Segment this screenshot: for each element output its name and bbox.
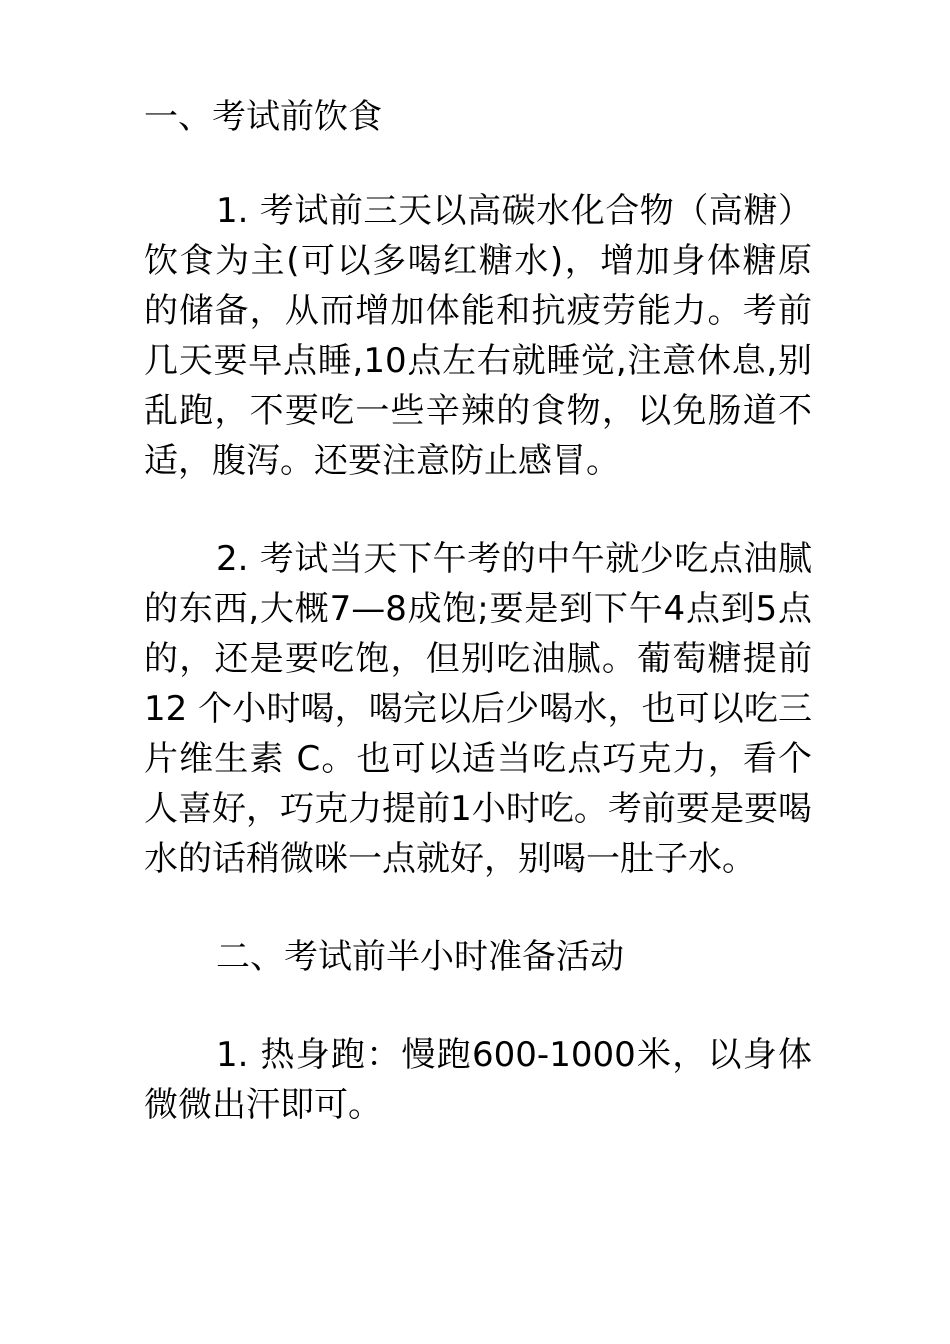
paragraph-diet-three-days: 1. 考试前三天以高碳水化合物（高糖）饮食为主(可以多喝红糖水)，增加身体糖原的储备，从而增加体能和抗疲劳能力。考前几天要早点睡,10点左右就睡觉,注意休息,别乱跑，不要吃一些辛辣的食物，以免肠道不适，腹泻。还要注意防止感冒。 (144, 191, 812, 481)
section-title-warmup: 二、考试前半小时准备活动 (216, 937, 624, 977)
section-title-diet-before-exam: 一、考试前饮食 (144, 97, 382, 137)
document-page (144, 92, 812, 1130)
paragraph-diet-exam-day: 2. 考试当天下午考的中午就少吃点油腻的东西,大概7—8成饱;要是到下午4点到5点的，还是要吃饱，但别吃油腻。葡萄糖提前 12 个小时喝，喝完以后少喝水，也可以吃三片维生素 C。也可以适当吃点巧克力，看个人喜好，巧克力提前1小时吃。考前要是要喝水的话稍微咪一点就好，别喝一肚子水。 (144, 539, 812, 879)
paragraph-warmup-jog: 1. 热身跑：慢跑600-1000米，以身体微微出汗即可。 (144, 1035, 812, 1125)
